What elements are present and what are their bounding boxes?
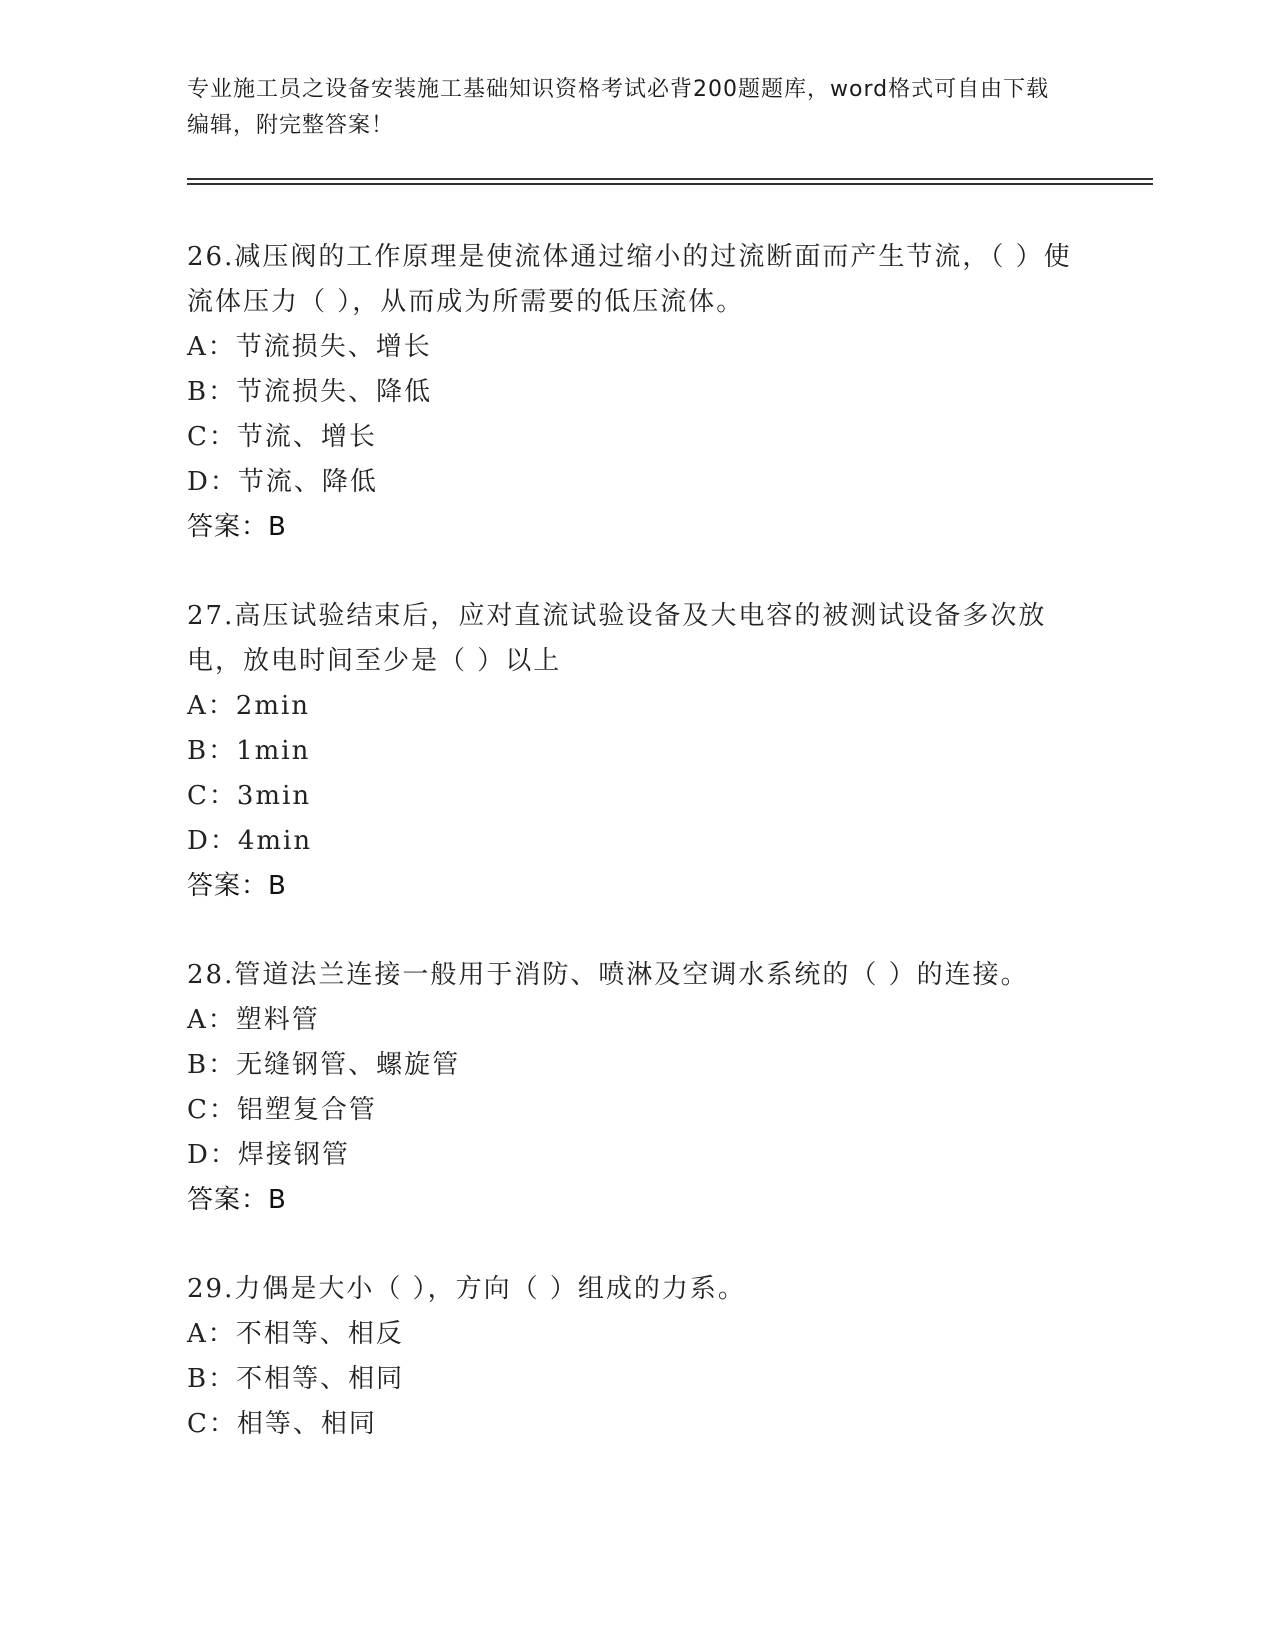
answer-line: 答案：B (187, 1185, 287, 1215)
option-b: B：不相等、相同 (187, 1364, 405, 1394)
question-26 (187, 235, 1087, 550)
document-header: 专业施工员之设备安装施工基础知识资格考试必背200题题库，word格式可自由下载编辑，附完整答案！ (187, 77, 1050, 138)
option-a: A：不相等、相反 (187, 1319, 404, 1349)
option-c: C：相等、相同 (187, 1409, 377, 1439)
option-c: C：铝塑复合管 (187, 1095, 377, 1125)
answer-line: 答案：B (187, 871, 287, 901)
option-d: D：4min (187, 826, 313, 856)
option-b: B：节流损失、降低 (187, 377, 433, 407)
header-divider-top (187, 178, 1153, 180)
question-stem: 29.力偶是大小（ ），方向（ ）组成的力系。 (187, 1274, 746, 1304)
question-stem: 26.减压阀的工作原理是使流体通过缩小的过流断面而产生节流，（ ）使流体压力（ ），从而成为所需要的低压流体。 (187, 242, 1072, 317)
option-d: D：节流、降低 (187, 467, 378, 497)
option-a: A：2min (187, 691, 311, 721)
question-29 (187, 1267, 1087, 1447)
question-stem: 28.管道法兰连接一般用于消防、喷淋及空调水系统的（ ）的连接。 (187, 960, 1029, 990)
question-stem: 27.高压试验结束后，应对直流试验设备及大电容的被测试设备多次放电，放电时间至少是（ ）以上 (187, 601, 1047, 676)
option-b: B：1min (187, 736, 311, 766)
option-c: C：节流、增长 (187, 422, 377, 452)
option-a: A：塑料管 (187, 1005, 320, 1035)
question-27 (187, 594, 1087, 909)
question-28 (187, 953, 1087, 1223)
answer-line: 答案：B (187, 512, 287, 542)
option-c: C：3min (187, 781, 312, 811)
option-a: A：节流损失、增长 (187, 332, 432, 362)
option-d: D：焊接钢管 (187, 1140, 350, 1170)
header-divider-bottom (187, 183, 1153, 185)
question-list (187, 235, 1087, 1491)
option-b: B：无缝钢管、螺旋管 (187, 1050, 461, 1080)
